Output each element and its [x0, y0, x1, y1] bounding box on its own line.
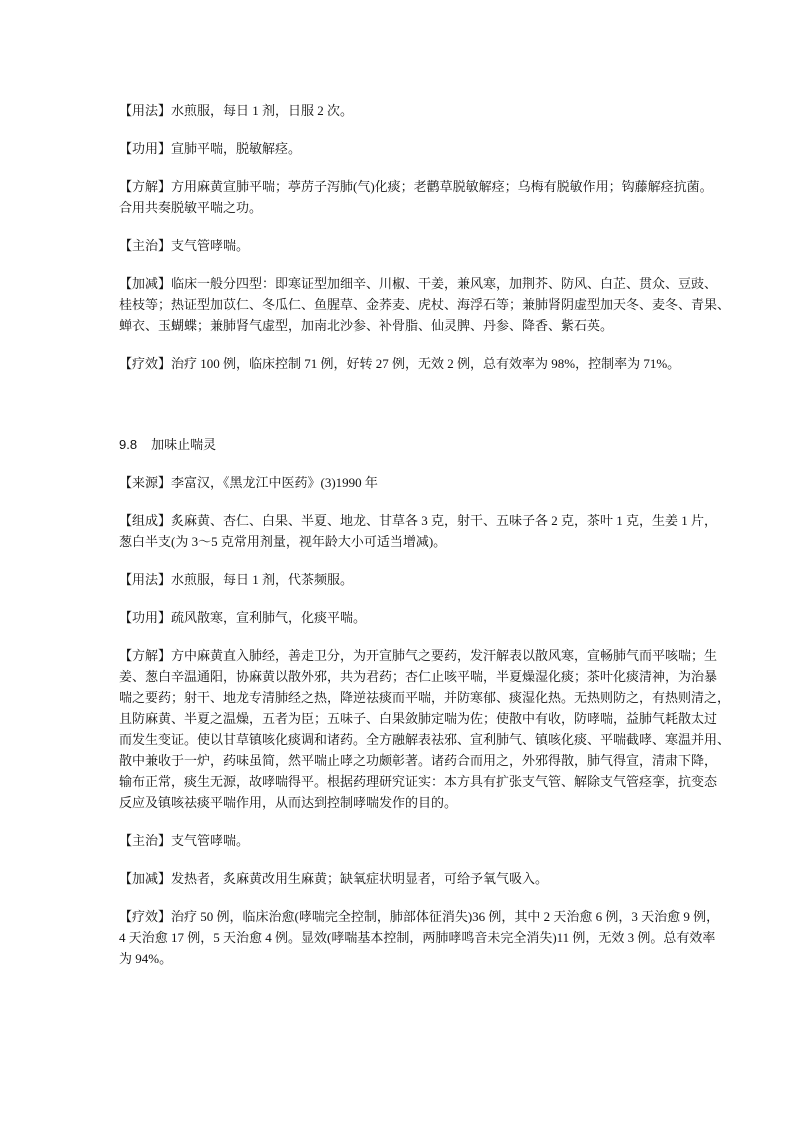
section-previous-formula — [119, 100, 731, 374]
text-line: 且防麻黄、半夏之温燥，五者为臣；五味子、白果敛肺定喘为佐；使散中有收，防哮喘，益肺气耗散太过 — [119, 711, 718, 726]
text-line: 4 天治愈 17 例，5 天治愈 4 例。显效(哮喘基本控制，两肺哮鸣音未完全消失)11 例，无效 3 例。总有效率 — [119, 930, 716, 945]
paragraph — [119, 235, 674, 256]
section-heading — [119, 434, 674, 455]
section-jiawei-zhichuanling — [119, 472, 731, 969]
paragraph — [119, 868, 674, 889]
text-line: 蝉衣、玉蝴蝶；兼肺肾气虚型，加南北沙参、补骨脂、仙灵脾、丹参、降香、紫石英。 — [119, 318, 614, 333]
text-line: 喘之要药；射干、地龙专清肺经之热，降逆祛痰而平喘，并防寒郁、痰湿化热。无热则防之，有热则清之， — [119, 690, 731, 705]
paragraph — [119, 830, 674, 851]
text-line: 【主治】支气管哮喘。 — [119, 833, 250, 848]
paragraph — [119, 176, 713, 218]
paragraph — [119, 645, 731, 813]
text-line: 【功用】疏风散寒，宣利肺气，化痰平喘。 — [119, 610, 367, 625]
section-title: 加味止喘灵 — [151, 437, 217, 452]
text-line: 【来源】李富汉，《黑龙江中医药》(3)1990 年 — [119, 475, 378, 490]
text-line: 【功用】宣肺平喘，脱敏解痉。 — [119, 141, 302, 156]
text-line: 【疗效】治疗 100 例，临床控制 71 例，好转 27 例，无效 2 例，总有效率为 98%，控制率为 71%。 — [119, 356, 681, 371]
paragraph — [119, 273, 731, 336]
text-line: 【加减】发热者，炙麻黄改用生麻黄；缺氧症状明显者，可给予氧气吸入。 — [119, 871, 549, 886]
paragraph — [119, 510, 718, 552]
text-line: 【疗效】治疗 50 例，临床治愈(哮喘完全控制，肺部体征消失)36 例，其中 2 天治愈 6 例，3 天治愈 9 例， — [119, 909, 720, 924]
text-line: 姜、葱白辛温通阳，协麻黄以散外邪，共为君药；杏仁止咳平喘，半夏燥湿化痰；茶叶化痰清神，为治暴 — [119, 669, 718, 684]
paragraph — [119, 353, 681, 374]
paragraph — [119, 100, 674, 121]
document-page — [119, 100, 731, 986]
text-line: 【加减】临床一般分四型：即寒证型加细辛、川椒、干姜，兼风寒，加荆芥、防风、白芷、贯众、豆豉、 — [119, 276, 718, 291]
text-line: 反应及镇咳祛痰平喘作用，从而达到控制哮喘发作的目的。 — [119, 795, 458, 810]
text-line: 葱白半支(为 3～5 克常用剂量，视年龄大小可适当增减)。 — [119, 534, 447, 549]
text-line: 输布正常，痰生无源，故哮喘得平。根据药理研究证实：本方具有扩张支气管、解除支气管痉挛，抗变态 — [119, 774, 718, 789]
text-line: 【用法】水煎服，每日 1 剂，日服 2 次。 — [119, 103, 354, 118]
paragraph — [119, 138, 674, 159]
text-line: 【方解】方用麻黄宣肺平喘；葶苈子泻肺(气)化痰；老鹳草脱敏解痉；乌梅有脱敏作用；钩藤解痉抗菌。 — [119, 179, 713, 194]
text-line: 散中兼收于一炉，药味虽简，然平喘止哮之功颇彰著。诸药合而用之，外邪得散，肺气得宣，清肃下降， — [119, 753, 718, 768]
text-line: 桂枝等；热证型加苡仁、冬瓜仁、鱼腥草、金荞麦、虎杖、海浮石等；兼肺肾阴虚型加天冬、麦冬、青果、 — [119, 297, 731, 312]
text-line: 【方解】方中麻黄直入肺经，善走卫分，为开宣肺气之要药，发汗解表以散风寒，宣畅肺气而平咳喘；生 — [119, 648, 718, 663]
text-line: 而发生变证。使以甘草镇咳化痰调和诸药。全方融解表祛邪、宣利肺气、镇咳化痰、平喘截哮、寒温并用、 — [119, 732, 731, 747]
text-line: 合用共奏脱敏平喘之功。 — [119, 200, 263, 215]
paragraph — [119, 569, 674, 590]
text-line: 【组成】炙麻黄、杏仁、白果、半夏、地龙、甘草各 3 克，射干、五味子各 2 克，茶叶 1 克，生姜 1 片， — [119, 513, 718, 528]
text-line: 为 94%。 — [119, 951, 173, 966]
paragraph — [119, 607, 674, 628]
text-line: 【用法】水煎服，每日 1 剂，代茶频服。 — [119, 572, 354, 587]
text-line: 【主治】支气管哮喘。 — [119, 238, 250, 253]
paragraph — [119, 472, 674, 493]
section-number: 9.8 — [119, 437, 138, 452]
paragraph — [119, 906, 720, 969]
